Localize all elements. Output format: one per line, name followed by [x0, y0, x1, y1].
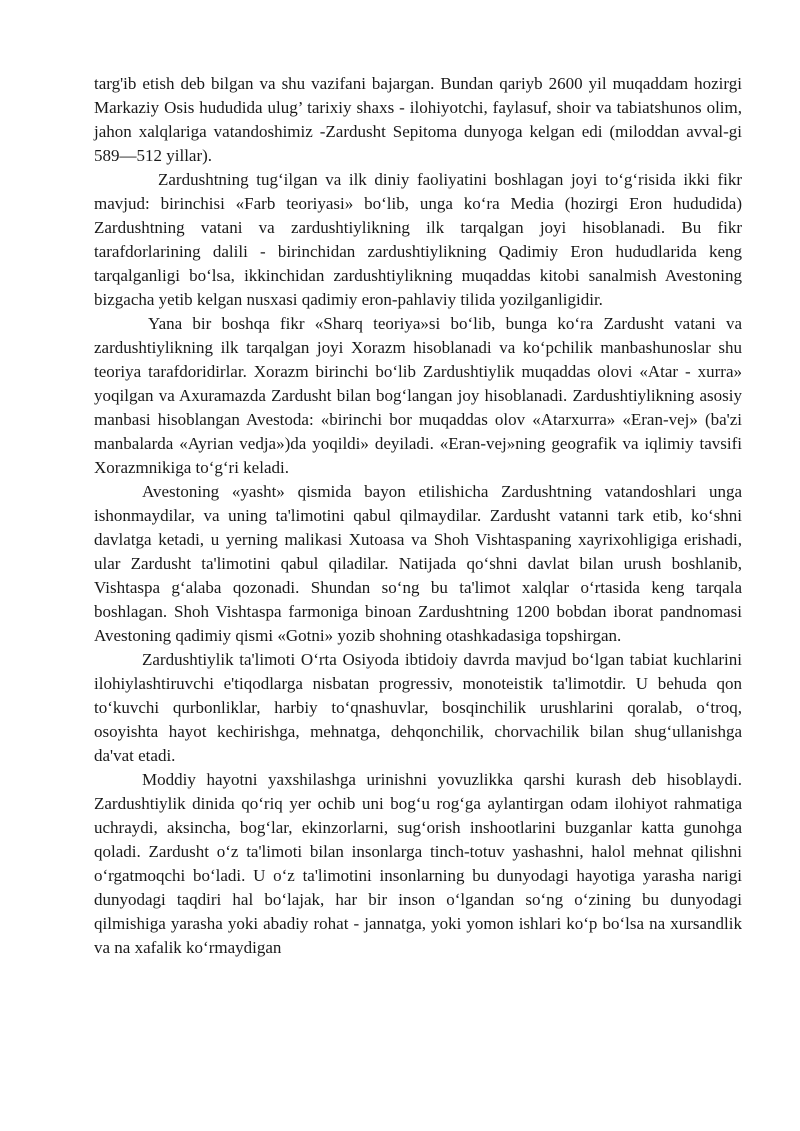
paragraph-yasht: Avestoning «yasht» qismida bayon etilishicha Zardushtning vatandoshlari unga ishonmaydilar, va uning ta'limotini qabul qilmaydilar. Zardusht vatanni tark etib, ko‘shni davlatga ketadi, u yerning malikasi Xutoasa va Shoh Vishtaspaning xayrixohligiga erishadi, ular Zardusht ta'limotini qabul qiladilar. Natijada qo‘shni davlat bilan urush boshlanib, Vishtaspa g‘alaba qozonadi. Shundan so‘ng bu ta'limot xalqlar o‘rtasida keng tarqala boshlagan. Shoh Vishtaspa farmoniga binoan Zardushtning 1200 bobdan iborat pandnomasi Avestoning qadimiy qismi «Gotni» yozib shohning otashkadasiga topshirgan. — [94, 482, 742, 645]
paragraph-east-theory: Yana bir boshqa fikr «Sharq teoriya»si bo‘lib, bunga ko‘ra Zardusht vatani va zardushtiylikning ilk tarqalgan joyi Xorazm hisoblanadi va ko‘pchilik manbashunoslar shu teoriya tarafdoridirlar. Xorazm birinchi bo‘lib Zardushtiylik muqaddas olovi «Atar - xurra» yoqilgan va Axuramazda Zardusht bilan bog‘langan joy hisoblanadi. Zardushtiylikning asosiy manbasi hisoblangan Avestoda: «birinchi bor muqaddas olov «Atarxurra» «Eran-vej» (ba'zi manbalarda «Ayrian vedja»)da yoqildi» deyiladi. «Eran-vej»ning geografik va iqlimiy tavsifi Xorazmnikiga to‘g‘ri keladi. — [94, 314, 742, 477]
document-page — [94, 72, 742, 960]
paragraph-material-life: Moddiy hayotni yaxshilashga urinishni yovuzlikka qarshi kurash deb hisoblaydi. Zardushtiylik dinida qo‘riq yer ochib uni bog‘u rog‘ga aylantirgan odam ilohiyot rahmatiga uchraydi, aksincha, bog‘lar, ekinzorlarni, sug‘orish inshootlarini buzganlar katta gunohga qoladi. Zardusht o‘z ta'limoti bilan insonlarga tinch-totuv yashashni, halol mehnat qilishni o‘rgatmoqchi bo‘ladi. U o‘z ta'limotini insonlarning bu dunyodagi hayotiga yarasha narigi dunyodagi taqdiri hal bo‘lajak, har bir inson o‘lgandan so‘ng o‘zining bu dunyodagi qilmishiga yarasha yoki abadiy rohat - jannatga, yoki yomon ishlari ko‘p bo‘lsa na xursandlik va na xafalik ko‘rmaydigan — [94, 770, 742, 957]
paragraph-teaching: Zardushtiylik ta'limoti O‘rta Osiyoda ibtidoiy davrda mavjud bo‘lgan tabiat kuchlarini ilohiylashtiruvchi e'tiqodlarga nisbatan progressiv, monoteistik ta'limotdir. U behuda qon to‘kuvchi qurbonliklar, harbiy to‘qnashuvlar, bosqinchilik urushlarini qoralab, o‘troq, osoyishta hayot kechirishga, mehnatga, dehqonchilik, chorvachilik bilan shug‘ullanishga da'vat etadi. — [94, 650, 742, 765]
paragraph-intro: targ'ib etish deb bilgan va shu vazifani bajargan. Bundan qariyb 2600 yil muqaddam hozirgi Markaziy Osis hududida ulug’ tarixiy shaxs - ilohiyotchi, faylasuf, shoir va tabiatshunos olim, jahon xalqlariga vatandoshimiz -Zardusht Sepitoma dunyoga kelgan edi (miloddan avval-gi 589—512 yillar). — [94, 74, 742, 165]
paragraph-birthplace-west-theory: Zardushtning tug‘ilgan va ilk diniy faoliyatini boshlagan joyi to‘g‘risida ikki fikr mavjud: birinchisi «Farb teoriyasi» bo‘lib, unga ko‘ra Media (hozirgi Eron hududida) Zardushtning vatani va zardushtiylikning ilk tarqalgan joyi hisoblanadi. Bu fikr tarafdorlarining dalili - birinchidan zardushtiylikning Qadimiy Eron hududlarida keng tarqalganligi bo‘lsa, ikkinchidan zardushtiylikning muqaddas kitobi sanalmish Avestoning bizgacha yetib kelgan nusxasi qadimiy eron-pahlaviy tilida yozilganligidir. — [94, 170, 742, 309]
